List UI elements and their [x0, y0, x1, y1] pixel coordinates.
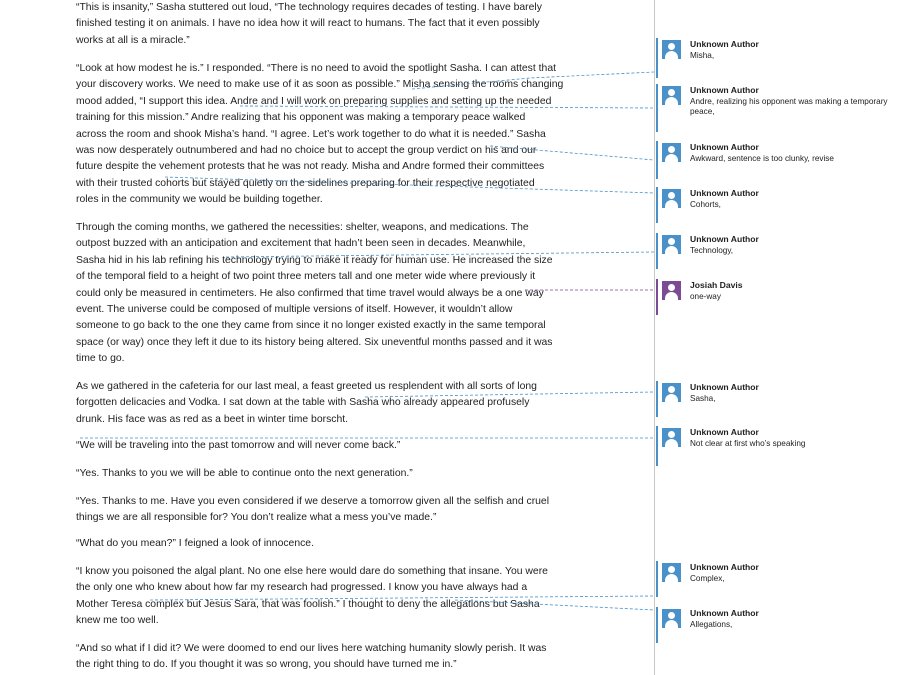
comment-connector-line	[165, 177, 654, 193]
comment-author: Josiah Davis	[690, 280, 743, 290]
text-line: training for this mission.” Andre realizing that his opponent was making a temporary peace walked	[76, 112, 526, 124]
comment-bar	[656, 233, 658, 269]
comment-card[interactable]	[656, 84, 896, 132]
user-avatar-icon	[662, 609, 681, 628]
text-line: the only one who knew about how far my research had progressed. I know you have always had a	[76, 582, 528, 594]
text-line: As we gathered in the cafeteria for our last meal, a feast greeted us resplendent with all sorts of long	[76, 381, 537, 392]
comment-author: Unknown Author	[690, 85, 759, 95]
comment-card[interactable]	[656, 38, 896, 78]
text-line: roles in the community we would be building together.	[76, 194, 323, 206]
user-avatar-icon	[662, 86, 681, 105]
text-line: forgotten delicacies and Vodka. I sat down at the table with Sasha who already appeared profusely	[76, 397, 530, 409]
comment-text: Complex,	[690, 574, 725, 583]
text-line: outpost buzzed with an anticipation and excitement that hadn’t been seen in decades. Meanwhile,	[76, 238, 526, 250]
comment-bar	[656, 84, 658, 132]
comment-text: Cohorts,	[690, 200, 721, 209]
comment-bar	[656, 279, 658, 315]
text-line: mood added, “I support this idea. Andre and I will work on preparing supplies and setting up the needed	[76, 95, 552, 107]
text-line: with their trusted cohorts but stayed quietly on the sidelines preparing for their respective negotiated	[76, 177, 535, 189]
text-line: “Yes. Thanks to me. Have you even considered if we deserve a tomorrow given all the selfish and cruel	[76, 496, 550, 507]
text-line: future despite the vehement protests that he was not ready. Misha and Andre formed their committees	[76, 161, 545, 173]
comment-card[interactable]	[656, 187, 896, 223]
comment-text: Allegations,	[690, 620, 733, 629]
comment-connector-line	[150, 596, 654, 600]
user-avatar-icon	[662, 189, 681, 208]
user-avatar-icon	[662, 428, 681, 447]
comment-author: Unknown Author	[690, 427, 759, 437]
text-line: “This is insanity,” Sasha stuttered out loud, “The technology requires decades of testing. I have barely	[76, 2, 542, 13]
comment-author: Unknown Author	[690, 608, 759, 618]
comment-author: Unknown Author	[690, 382, 759, 392]
text-line: was now desperately outnumbered and had no choice but to accept the group verdict on his and our	[76, 145, 537, 157]
comment-connector-line	[490, 146, 654, 160]
comment-author: Unknown Author	[690, 142, 759, 152]
comment-author: Unknown Author	[690, 234, 759, 244]
text-line: “What do you mean?” I feigned a look of innocence.	[76, 538, 314, 549]
comment-connector-line	[365, 392, 654, 397]
comment-card[interactable]	[656, 381, 896, 417]
comment-card[interactable]	[656, 141, 896, 179]
text-line: “We will be traveling into the past tomorrow and will never come back.”	[76, 440, 401, 451]
text-line: someone to go back to the one they came from since it no longer existed exactly in the same temporal	[76, 320, 546, 332]
comment-card[interactable]	[656, 426, 896, 466]
comment-text: Awkward, sentence is too clunky, revise	[690, 154, 834, 163]
user-avatar-icon	[662, 563, 681, 582]
comment-card[interactable]	[656, 561, 896, 597]
comment-bar	[656, 187, 658, 223]
text-line: of the temporal field to a height of two point three meters tall and one meter wide where previously it	[76, 271, 536, 283]
text-line: things we are all responsible for? You don’t realize what a mess you’ve made.”	[76, 512, 437, 524]
text-line: time to go.	[76, 353, 125, 365]
comment-text: Misha,	[690, 51, 715, 60]
text-line: across the room and shook Misha’s hand. “I agree. Let’s work together to do what it is needed.” Sasha	[76, 128, 546, 140]
user-avatar-icon	[662, 383, 681, 402]
text-line: Sasha hid in his lab refining his technology trying to make it ready for human use. He increased the size	[76, 254, 553, 266]
comment-text: Andre, realizing his opponent was making a temporary peace,	[690, 97, 888, 116]
comment-margin-divider	[654, 0, 655, 675]
comment-connector-line	[455, 600, 654, 610]
text-line: “Yes. Thanks to you we will be able to continue onto the next generation.”	[76, 468, 413, 479]
text-line: space (or way) once they left it due to its history being altered. Six uneventful months passed and it was	[76, 336, 553, 348]
text-line: Through the coming months, we gathered the necessities: shelter, weapons, and medications. The	[76, 222, 529, 233]
comment-author: Unknown Author	[690, 562, 759, 572]
text-line: finished testing it on animals. I have no idea how it will react to humans. The fact that it even possibly	[76, 18, 540, 30]
comment-card[interactable]	[656, 279, 896, 315]
text-line: drunk. His face was as red as a beet in winter time borscht.	[76, 413, 349, 425]
comment-connector-line	[412, 72, 654, 89]
user-avatar-icon	[662, 40, 681, 59]
comment-card[interactable]	[656, 233, 896, 269]
comment-author: Unknown Author	[690, 188, 759, 198]
comment-connector-line	[226, 252, 654, 257]
comment-card[interactable]	[656, 607, 896, 643]
comment-bar	[656, 561, 658, 597]
text-line: could only be measured in centimeters. He also confirmed that time travel would always be a one way	[76, 287, 544, 299]
text-line: knew me too well.	[76, 615, 159, 627]
comment-bar	[656, 381, 658, 417]
text-line: event. The universe could be composed of multiple versions of itself. However, it wouldn’t allow	[76, 304, 513, 316]
comment-bar	[656, 426, 658, 466]
comment-connector-line	[240, 106, 654, 108]
text-line: “Look at how modest he is.” I responded. “There is no need to avoid the spotlight Sasha. I can attest that	[76, 63, 556, 74]
comment-bar	[656, 38, 658, 78]
user-avatar-icon	[662, 235, 681, 254]
text-line: the right thing to do. If you thought it was so wrong, you should have turned me in.”	[76, 659, 457, 671]
text-line: “And so what if I did it? We were doomed to end our lives here watching humanity slowly perish. It was	[76, 643, 547, 654]
text-line: Mother Teresa complex but Jesus Sara, that was foolish.” I thought to deny the allegations but Sasha	[76, 598, 540, 610]
comment-text: Sasha,	[690, 394, 716, 403]
text-line: “I know you poisoned the algal plant. No one else here would dare do something that insane. You were	[76, 566, 548, 577]
comment-bar	[656, 141, 658, 179]
user-avatar-icon	[662, 281, 681, 300]
user-avatar-icon	[662, 143, 681, 162]
text-line: works at all is a miracle.”	[76, 34, 190, 46]
comment-text: one-way	[690, 292, 721, 301]
comment-author: Unknown Author	[690, 39, 759, 49]
comment-text: Technology,	[690, 246, 734, 255]
comment-bar	[656, 607, 658, 643]
comment-text: Not clear at first who’s speaking	[690, 439, 806, 448]
text-line: your discovery works. We need to make use of it as soon as possible.” Misha sensing the rooms changing	[76, 79, 564, 91]
